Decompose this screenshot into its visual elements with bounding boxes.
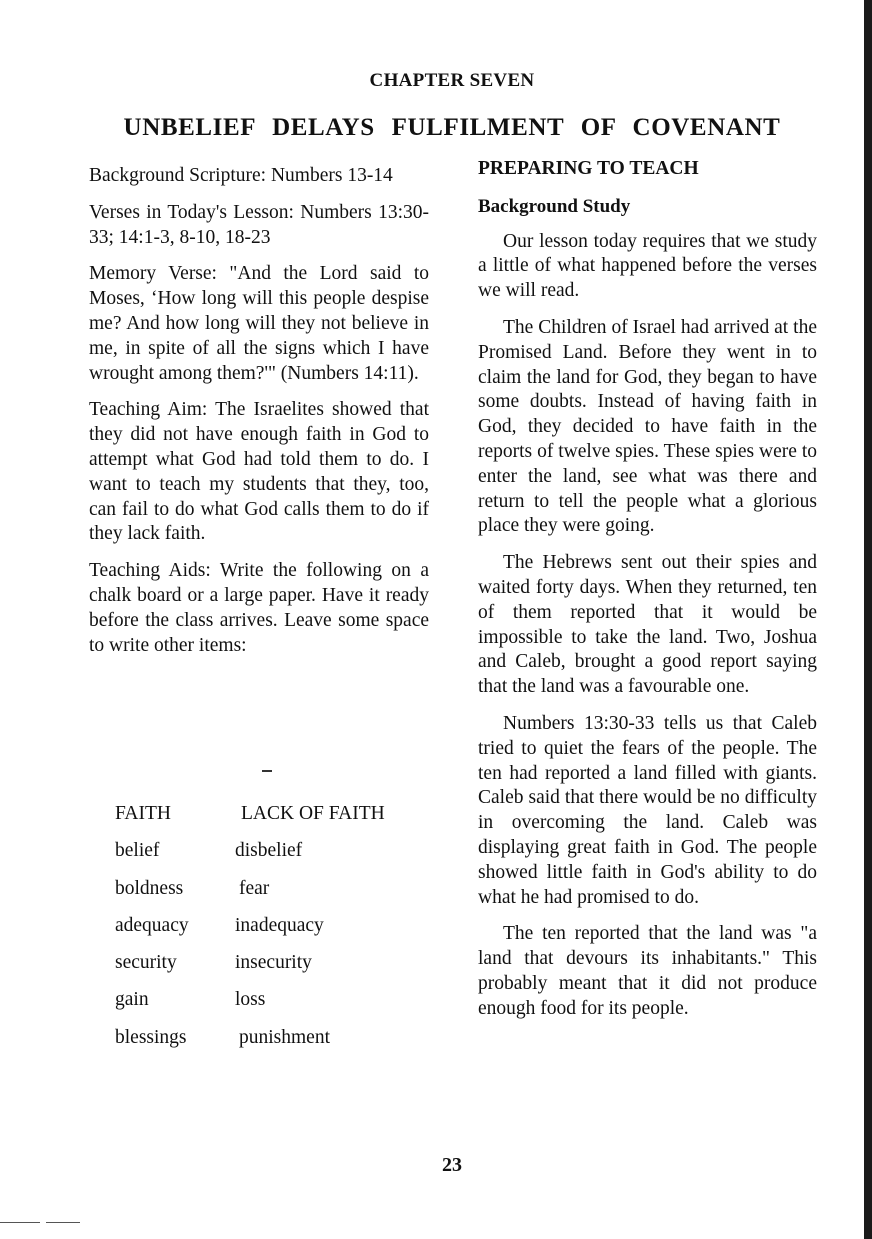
page-number: 23 [442,1154,462,1176]
stray-mark [262,770,272,772]
table-row [115,878,435,915]
section-subheading: Background Study [478,195,631,217]
memory-verse: Memory Verse: "And the Lord said to Moses, ‘How long will this people despise me? And how long will they not believe in me, in spite of all the signs which I have wrought among them?'" (Numbers 14:11). [89,263,429,384]
table-row [115,840,435,877]
right-column [478,157,817,1034]
body-paragraph: Our lesson today requires that we study a little of what happened before the verses we will read. [478,230,817,302]
faith-cell: boldness [115,877,184,899]
table-row [115,1027,435,1064]
chapter-heading: CHAPTER SEVEN [369,70,535,91]
body-paragraph: Numbers 13:30-33 tells us that Caleb tried to quiet the fears of the people. The ten had reported a land filled with giants. Caleb said that there would be no difficulty in overcoming the land. Caleb was displaying great faith in God. The people showed little faith in God's ability to do what he had promised to do. [478,712,817,908]
lack-of-faith-cell: fear [239,877,270,899]
page-edge-shadow [864,0,872,1239]
lack-of-faith-cell: punishment [239,1026,330,1048]
faith-cell: gain [115,989,149,1011]
table-row [115,989,435,1026]
faith-cell: security [115,952,177,974]
faith-cell: adequacy [115,914,189,936]
faith-cell: belief [115,840,160,862]
section-heading: PREPARING TO TEACH [478,158,699,179]
lack-of-faith-cell: insecurity [235,952,312,974]
table-row [115,915,435,952]
left-column [89,164,429,670]
scan-artifact-line [46,1222,80,1223]
faith-cell: blessings [115,1026,187,1048]
table-row [115,952,435,989]
faith-comparison-table [115,803,435,1064]
lack-of-faith-cell: inadequacy [235,914,324,936]
teaching-aim: Teaching Aim: The Israelites showed that they did not have enough faith in God to attempt what God had told them to do. I want to teach my students that they, too, can fail to do what God calls them to do if they lack faith. [89,399,429,545]
body-paragraph: The ten reported that the land was "a land that devours its inhabitants." This probably meant that it did not produce enough food for its people. [478,923,817,1019]
verses-in-lesson: Verses in Today's Lesson: Numbers 13:30-33; 14:1-3, 8-10, 18-23 [89,201,429,248]
chapter-title: UNBELIEF DELAYS FULFILMENT OF COVENANT [123,114,781,141]
teaching-aids: Teaching Aids: Write the following on a chalk board or a large paper. Have it ready before the class arrives. Leave some space to write other items: [89,560,429,656]
lack-of-faith-column-header: LACK OF FAITH [241,803,385,824]
body-paragraph: The Children of Israel had arrived at the Promised Land. Before they went in to claim the land for God, they began to have some doubts. Instead of having faith in God, they decided to have faith in the reports of twelve spies. These spies were to enter the land, see what was there and return to tell the people what a glorious place they were going. [478,316,817,537]
background-scripture: Background Scripture: Numbers 13-14 [89,165,393,186]
scan-artifact-line [0,1222,40,1223]
body-paragraph: The Hebrews sent out their spies and waited forty days. When they returned, ten of them reported that it would be impossible to take the land. Two, Joshua and Caleb, brought a good report saying that the land was a favourable one. [478,552,817,698]
table-header-row [115,803,435,840]
lack-of-faith-cell: loss [235,989,266,1011]
lack-of-faith-cell: disbelief [235,840,303,862]
faith-column-header: FAITH [115,803,171,824]
